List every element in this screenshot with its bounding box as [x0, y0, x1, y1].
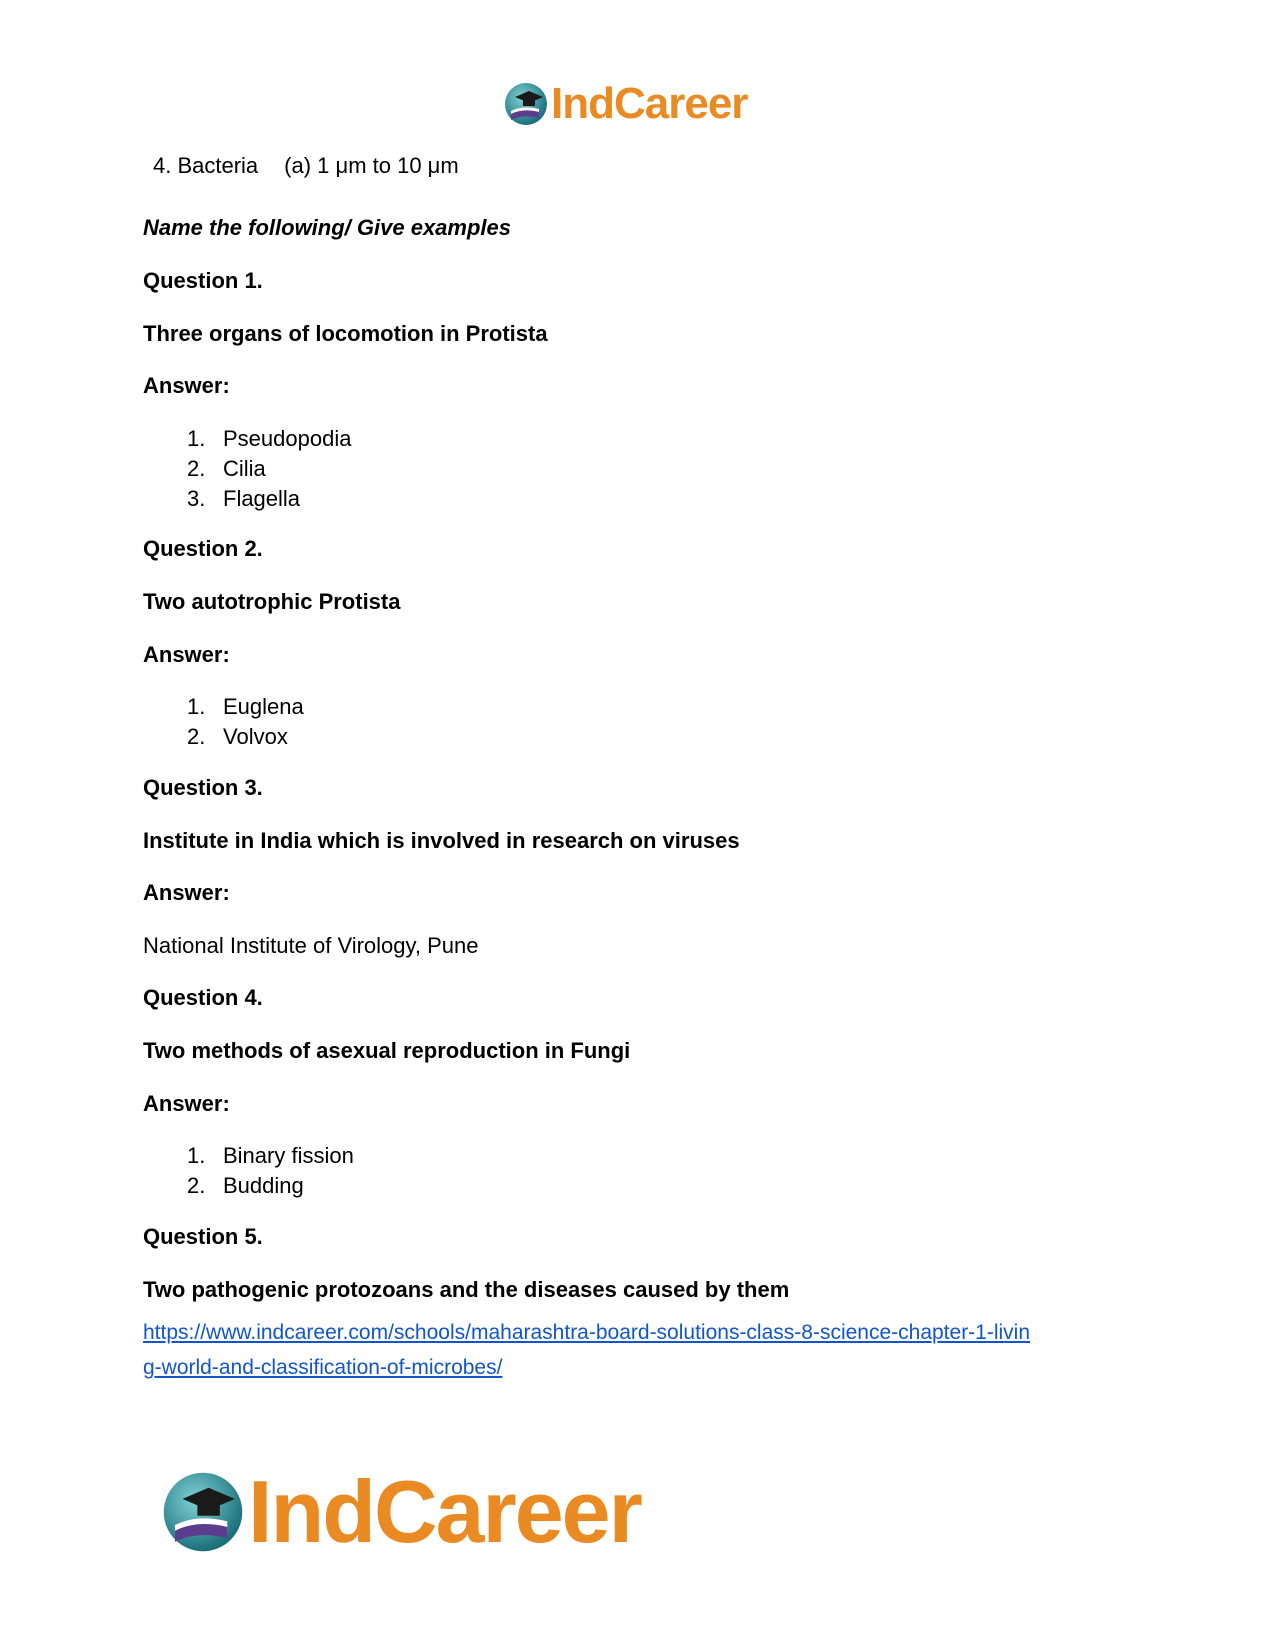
- question-1-label: Question 1.: [143, 268, 263, 293]
- header-logo: [503, 78, 747, 130]
- list-item: 1. Pseudopodia: [187, 426, 352, 451]
- question-4-prompt: Two methods of asexual reproduction in Fungi: [143, 1038, 631, 1063]
- list-item: 1. Binary fission: [187, 1143, 354, 1168]
- intro-match: (a) 1 μm to 10 μm: [284, 153, 459, 178]
- answer-1-list: [183, 424, 351, 514]
- answer-2-label: Answer:: [143, 642, 230, 667]
- question-3-label: Question 3.: [143, 775, 263, 800]
- question-2-label: Question 2.: [143, 536, 263, 561]
- question-4-label: Question 4.: [143, 985, 263, 1010]
- question-5-label: Question 5.: [143, 1224, 263, 1249]
- answer-4-list: [183, 1141, 354, 1201]
- logo-wordmark: IndCareer: [551, 79, 748, 128]
- list-item: 3. Flagella: [187, 486, 301, 511]
- section-title: Name the following/ Give examples: [143, 215, 511, 240]
- list-item: 2. Volvox: [187, 724, 288, 749]
- footer-logo: [160, 1462, 641, 1561]
- intro-item: 4. Bacteria: [153, 153, 259, 178]
- question-3-prompt: Institute in India which is involved in research on viruses: [143, 828, 740, 853]
- answer-4-label: Answer:: [143, 1091, 230, 1116]
- answer-1-label: Answer:: [143, 373, 230, 398]
- graduation-cap-book-icon: [503, 81, 549, 127]
- question-5-prompt: Two pathogenic protozoans and the diseases caused by them: [143, 1277, 790, 1302]
- answer-2-list: [183, 692, 304, 752]
- intro-line: [153, 151, 459, 181]
- source-link-line-2[interactable]: g-world-and-classification-of-microbes/: [143, 1356, 503, 1379]
- list-item: 1. Euglena: [187, 694, 304, 719]
- answer-3-text: National Institute of Virology, Pune: [143, 933, 479, 958]
- graduation-cap-book-icon: [160, 1469, 246, 1555]
- logo-wordmark: IndCareer: [248, 1462, 641, 1561]
- source-link-line-1[interactable]: https://www.indcareer.com/schools/maharashtra-board-solutions-class-8-science-chapter-1-livin: [143, 1321, 1031, 1344]
- list-item: 2. Cilia: [187, 456, 266, 481]
- question-2-prompt: Two autotrophic Protista: [143, 589, 401, 614]
- question-1-prompt: Three organs of locomotion in Protista: [143, 321, 548, 346]
- answer-3-label: Answer:: [143, 880, 230, 905]
- list-item: 2. Budding: [187, 1173, 304, 1198]
